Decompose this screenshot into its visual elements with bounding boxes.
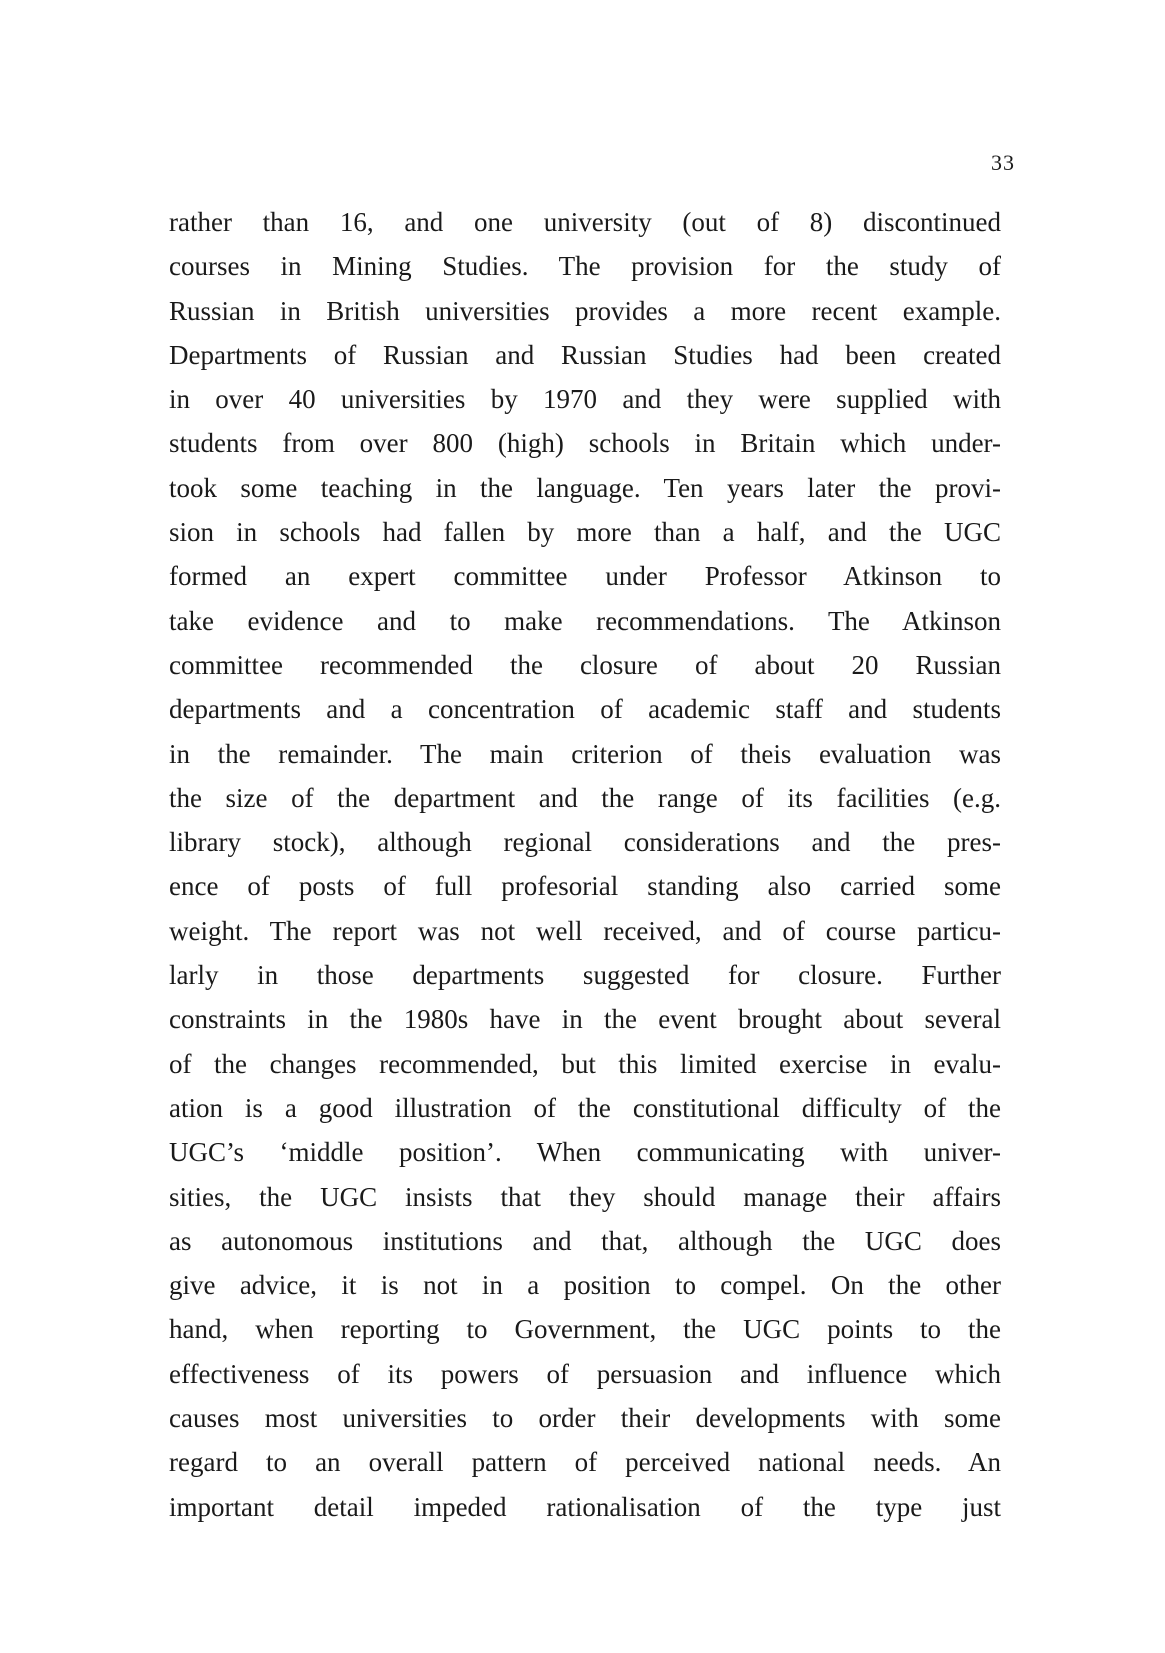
text-line: give advice, it is not in a position to compel. On the other — [169, 1270, 1001, 1301]
text-line: Russian in British universities provides a more recent example. — [169, 295, 1001, 326]
text-line: UGC’s ‘middle position’. When communicating with univer- — [169, 1137, 1001, 1168]
text-line: in the remainder. The main criterion of theis evaluation was — [169, 738, 1001, 769]
text-line: weight. The report was not well received, and of course particu- — [169, 915, 1001, 946]
text-line: departments and a concentration of academic staff and students — [169, 694, 1001, 725]
text-line: in over 40 universities by 1970 and they were supplied with — [169, 384, 1001, 415]
text-line: Departments of Russian and Russian Studies had been created — [169, 339, 1001, 370]
text-line: constraints in the 1980s have in the event brought about several — [169, 1004, 1001, 1035]
text-line: library stock), although regional considerations and the pres- — [169, 827, 1001, 858]
text-line: courses in Mining Studies. The provision for the study of — [169, 251, 1001, 282]
text-line: took some teaching in the language. Ten years later the provi- — [169, 472, 1001, 503]
text-line: effectiveness of its powers of persuasion and influence which — [169, 1358, 1001, 1389]
text-line: rather than 16, and one university (out of 8) discontinued — [169, 207, 1001, 237]
text-line: the size of the department and the range of its facilities (e.g. — [169, 782, 1001, 813]
page-number: 33 — [991, 150, 1015, 175]
text-line: take evidence and to make recommendations. The Atkinson — [169, 605, 1001, 636]
text-line: sities, the UGC insists that they should manage their affairs — [169, 1181, 1001, 1212]
text-line: larly in those departments suggested for closure. Further — [169, 960, 1001, 991]
text-line: sion in schools had fallen by more than a half, and the UGC — [169, 517, 1001, 548]
text-line: formed an expert committee under Professor Atkinson to — [169, 561, 1001, 592]
text-line: of the changes recommended, but this limited exercise in evalu- — [169, 1048, 1001, 1079]
text-line: committee recommended the closure of about 20 Russian — [169, 649, 1001, 680]
text-line: ation is a good illustration of the constitutional difficulty of the — [169, 1092, 1001, 1123]
text-line: hand, when reporting to Government, the UGC points to the — [169, 1314, 1001, 1345]
body-text — [169, 200, 1001, 1529]
text-line: ence of posts of full profesorial standing also carried some — [169, 871, 1001, 902]
text-line: important detail impeded rationalisation of the type just — [169, 1491, 1001, 1522]
text-line: regard to an overall pattern of perceived national needs. An — [169, 1447, 1001, 1478]
text-line: causes most universities to order their developments with some — [169, 1403, 1001, 1434]
text-line: as autonomous institutions and that, although the UGC does — [169, 1225, 1001, 1256]
text-line: students from over 800 (high) schools in Britain which under- — [169, 428, 1001, 459]
